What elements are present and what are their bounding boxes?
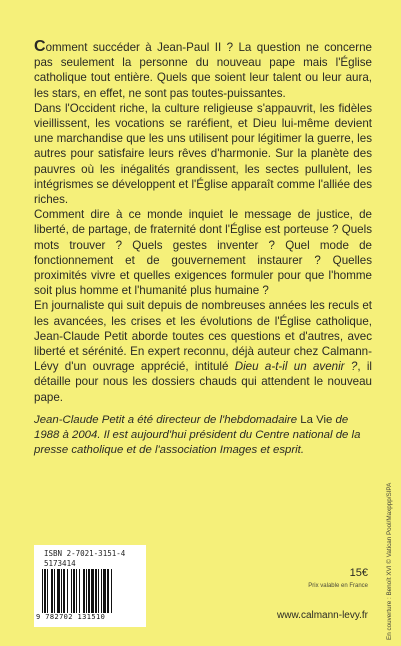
drop-cap: C — [34, 38, 46, 55]
barcode-bar — [98, 569, 99, 613]
barcode-bar — [79, 569, 80, 613]
barcode-bar — [111, 569, 112, 613]
barcode-bar — [44, 569, 46, 613]
barcode-bar — [88, 569, 90, 613]
publisher-url: www.calmann-levy.fr — [277, 610, 368, 621]
barcode-bar — [91, 569, 94, 613]
summary-text: En journaliste qui suit depuis de nombreuses années les reculs et les avancées, les crises et les évolutions de l'Église catholique, Jean-Claude Petit aborde toutes ces questions et d'autres, avec liberté et sérénité. En expert reconnu, déjà auteur chez Calmann-Lévy d'un ouvrage apprécié, intitulé — [34, 299, 372, 374]
product-code: 5173414 — [44, 559, 76, 568]
summary-paragraph: Dans l'Occident riche, la culture religieuse s'appauvrit, les fidèles vieillissent, les vocations se raréfient, et Dieu lui-même devient une marchandise que les uns utilisent pour légitimer la guerre, les autres pour satisfaire leurs rêves d'harmonie. Sur la planète des pauvres où les inégalités grandissent, les sectes pullulent, les intégrismes se développent et l'Église apparaît comme l'alliée des riches. — [34, 101, 372, 207]
barcode-bar — [86, 569, 87, 613]
isbn-number: ISBN 2-7021-3151-4 — [44, 549, 126, 558]
barcode-bar — [63, 569, 65, 613]
summary-paragraph — [34, 40, 372, 101]
barcode-bar — [47, 569, 48, 613]
summary-text: , il détaille pour nous les dossiers chauds qui attendent le nouveau pape. — [34, 360, 372, 404]
barcode-bar — [103, 569, 106, 613]
back-cover-summary — [34, 40, 372, 405]
summary-paragraph: Comment dire à ce monde inquiet le message de justice, de liberté, de partage, de fraternité dont l'Église est porteuse ? Quels mots trouver ? Quels gestes inventer ? Quel mode de fonctionnement et de gouvernement instaurer ? Quelles proximités vivre et quelles exigences formuler pour que l'homme soit plus homme et l'humanité plus humaine ? — [34, 208, 372, 298]
price-note: Prix valable en France — [308, 583, 368, 589]
barcode-bar — [57, 569, 60, 613]
barcode-block — [34, 545, 146, 627]
summary-text: omment succéder à Jean-Paul II ? La question ne concerne pas seulement la personne du nouveau pape mais l'Église catholique tout entière. Quels que soient leur talent ou leur aura, les stars, en effet, ne sont pas toutes-puissantes. — [34, 41, 372, 100]
isbn-label — [44, 549, 125, 569]
barcode-bar — [76, 569, 77, 613]
book-title-reference: Dieu a-t-il un avenir ? — [234, 360, 358, 374]
barcode-bar — [83, 569, 85, 613]
barcode-bar — [61, 569, 62, 613]
barcode-bar — [42, 569, 43, 613]
bio-text: Jean-Claude Petit a été directeur de l'hebdomadaire — [34, 414, 301, 426]
barcode-bar — [95, 569, 97, 613]
barcode-bar — [107, 569, 109, 613]
barcode-graphic — [40, 569, 140, 613]
barcode-bar — [67, 569, 68, 613]
barcode-bar — [73, 569, 75, 613]
barcode-bar — [54, 569, 55, 613]
barcode-bar — [51, 569, 53, 613]
barcode-digits: 9 782702 131510 — [36, 613, 106, 621]
author-bio — [34, 413, 372, 459]
summary-paragraph — [34, 298, 372, 404]
bio-text: de 1988 à 2004. Il est aujourd'hui président du Centre national de la presse catholique et de l'association Images et esprit. — [34, 414, 361, 457]
price: 15€ — [349, 567, 368, 579]
barcode-bar — [101, 569, 102, 613]
barcode-bar — [71, 569, 72, 613]
magazine-name: La Vie — [300, 414, 333, 426]
cover-photo-credit: En couverture : Benoît XVI © Vatican Pool/Maxppp/SIPA — [386, 482, 393, 640]
